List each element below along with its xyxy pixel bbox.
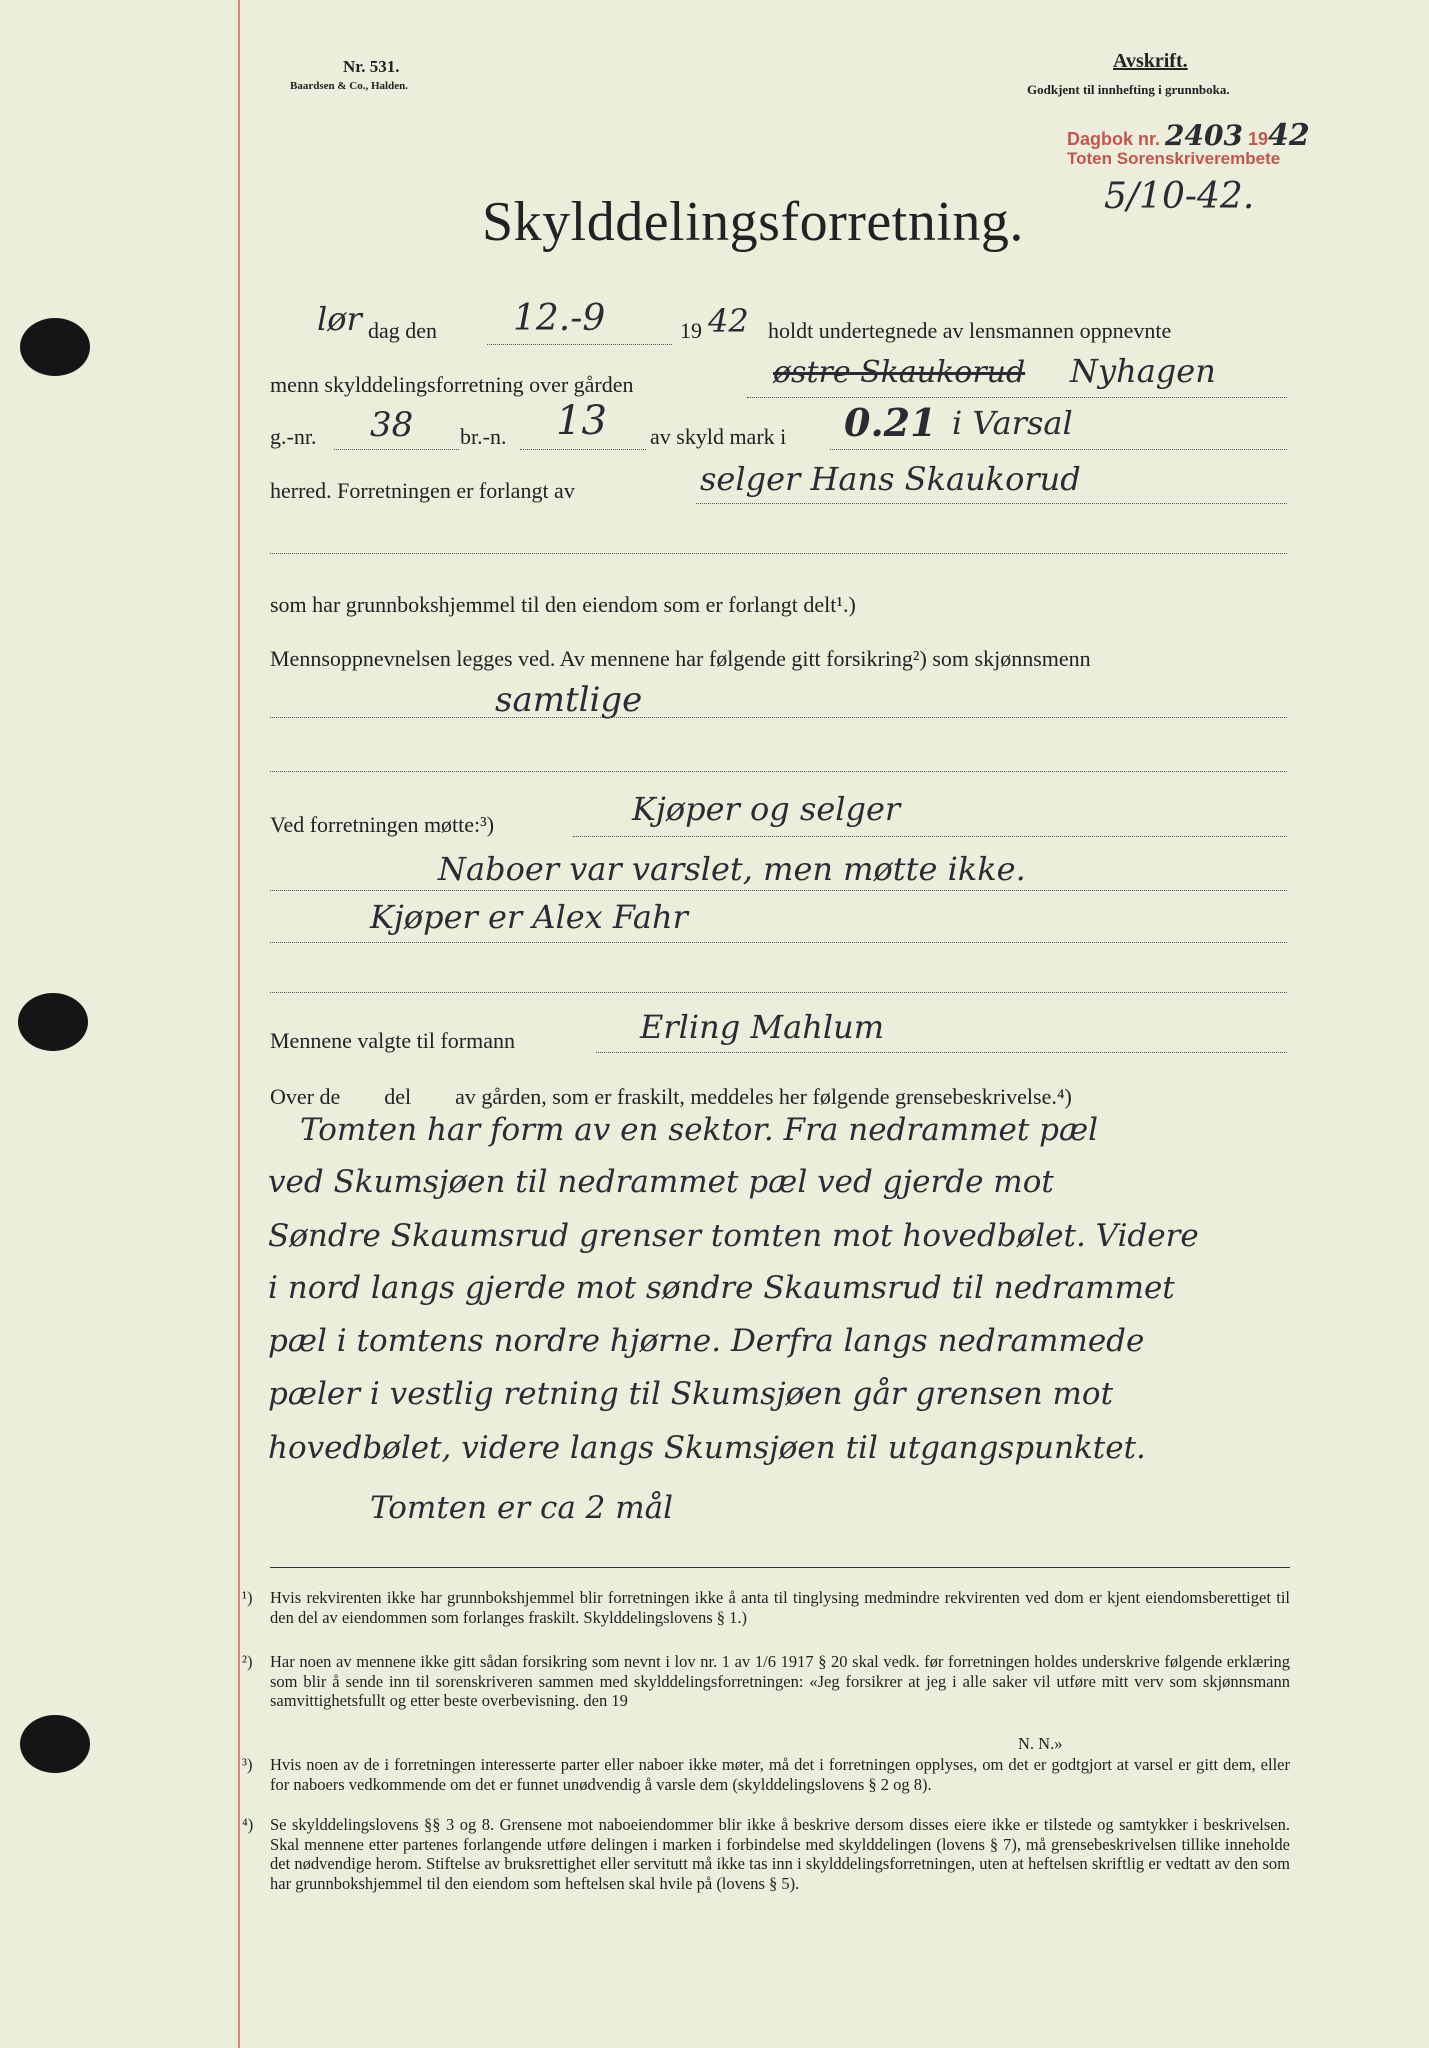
- farm-struck-handwritten: østre Skaukorud: [773, 355, 1026, 390]
- date-dotline: [487, 344, 672, 345]
- dagbok-stamp: [1067, 118, 1310, 153]
- office-stamp: Toten Sorenskriverembete: [1067, 149, 1281, 168]
- gnr-dotline: [334, 449, 459, 450]
- boundary-handwritten-line: i nord langs gjerde mot søndre Skaumsrud til nedrammet: [268, 1270, 1175, 1306]
- mote-handwritten-1: Kjøper og selger: [632, 790, 901, 828]
- footnote-4: [242, 1815, 1290, 1893]
- page-title: Skylddelingsforretning.: [482, 191, 1024, 253]
- requested-dotline: [696, 503, 1287, 504]
- boundary-handwritten-line: ved Skumsjøen til nedrammet pæl ved gjerde mot: [268, 1164, 1054, 1200]
- skyld-handwritten: 0.21: [844, 400, 937, 445]
- requested-handwritten: selger Hans Skaukorud: [700, 460, 1081, 498]
- year-handwritten: 42: [708, 302, 749, 340]
- mote-dotline: [573, 836, 1287, 837]
- blank-dotline: [270, 553, 1287, 554]
- dagbok-year: 42: [1268, 118, 1310, 153]
- footnote-number: ²): [242, 1652, 253, 1671]
- grense-label: Over de del av gården, som er fraskilt, meddeles her følgende grensebeskrivelse.⁴): [270, 1084, 1072, 1109]
- printer-name: Baardsen & Co., Halden.: [290, 80, 408, 92]
- boundary-handwritten-line: pæl i tomtens nordre hjørne. Derfra langs nedrammede: [268, 1323, 1145, 1359]
- punch-hole: [18, 993, 88, 1051]
- footnote-divider: [270, 1567, 1290, 1568]
- dagbok-year-prefix: 19: [1247, 129, 1269, 149]
- footnote-2: [242, 1652, 1290, 1711]
- farm-handwritten: Nyhagen: [1070, 352, 1216, 390]
- punch-hole: [20, 1715, 90, 1773]
- farm-dotline: [747, 397, 1287, 398]
- footnote-text: Har noen av mennene ikke gitt sådan forsikring som nevnt i lov nr. 1 av 1/6 1917 § 20 skal vedk. før forretningen holdes underskrive følgende erklæring som blir å sende inn til sorenskriveren sammen med skylddelingsforretningen: «Jeg forsikrer at jeg i alle saker vil utføre mitt verv som skjønnsmann samvittighetsfullt og etter beste overbevisning. den 19: [270, 1652, 1290, 1710]
- blank-dotline-2: [270, 771, 1287, 772]
- boundary-handwritten-line: Søndre Skaumsrud grenser tomten mot hovedbølet. Videre: [268, 1218, 1199, 1254]
- boundary-handwritten-line: hovedbølet, videre langs Skumsjøen til utgangspunktet.: [268, 1430, 1146, 1466]
- footnote-signature: N. N.»: [1018, 1734, 1063, 1753]
- year-prefix: 19: [680, 318, 702, 343]
- brnr-dotline: [520, 449, 646, 450]
- gnr-label: g.-nr.: [270, 424, 317, 449]
- stamp-date: 5/10-42.: [1104, 176, 1255, 217]
- footnote-number: ⁴): [242, 1815, 254, 1834]
- footnote-text: Hvis rekvirenten ikke har grunnbokshjemmel blir forretningen ikke å anta til tinglysing medmindre rekvirenten ved dom er kjent eiendomsberettiget til den del av eiendommen som forlanges fraskilt. Skylddelingslovens § 1.): [270, 1588, 1290, 1627]
- mote-handwritten-3: Kjøper er Alex Fahr: [370, 898, 688, 936]
- footnote-text: Hvis noen av de i forretningen interesserte parter eller naboer ikke møter, må det i forretningen opplyses, om det er godtgjort at varsel er gitt dem, eller for naboers vedkommende om det er funnet unødvendig å varsle dem (skylddelingslovens § 2 og 8).: [270, 1755, 1290, 1794]
- footnote-number: ³): [242, 1755, 253, 1774]
- mote-dotline-3: [270, 942, 1287, 943]
- punch-hole: [20, 318, 90, 376]
- weekday-handwritten: lør: [317, 300, 362, 338]
- mote-handwritten-2: Naboer var varslet, men møtte ikke.: [438, 850, 1026, 888]
- date-handwritten: 12.-9: [513, 298, 606, 339]
- footnote-3: [242, 1755, 1290, 1794]
- skyld-label: av skyld mark i: [650, 424, 787, 449]
- gnr-handwritten: 38: [370, 405, 414, 445]
- mote-dotline-4: [270, 992, 1287, 993]
- day-label: dag den: [368, 318, 438, 343]
- copy-label: Avskrift.: [1113, 50, 1188, 72]
- boundary-handwritten-line: Tomten er ca 2 mål: [370, 1490, 674, 1526]
- forsikring-handwritten: samtlige: [495, 680, 643, 720]
- boundary-handwritten-line: Tomten har form av en sektor. Fra nedrammet pæl: [300, 1112, 1099, 1148]
- intro-text: holdt undertegnede av lensmannen oppnevnte: [768, 318, 1172, 343]
- formann-label: Mennene valgte til formann: [270, 1028, 515, 1053]
- menn-text: Mennsoppnevnelsen legges ved. Av mennene har følgende gitt forsikring²) som skjønnsmenn: [270, 646, 1091, 671]
- skyld-dotline: [830, 449, 1287, 450]
- form-number: Nr. 531.: [343, 57, 400, 76]
- formann-handwritten: Erling Mahlum: [640, 1008, 885, 1046]
- herred-handwritten: i Varsal: [952, 404, 1073, 442]
- margin-rule: [238, 0, 240, 2048]
- mote-label: Ved forretningen møtte:³): [270, 812, 495, 837]
- brnr-handwritten: 13: [556, 398, 607, 444]
- footnote-number: ¹): [242, 1588, 253, 1607]
- requested-label: herred. Forretningen er forlangt av: [270, 478, 575, 503]
- mote-dotline-2: [270, 890, 1287, 891]
- formann-dotline: [596, 1052, 1287, 1053]
- hjemmel-text: som har grunnbokshjemmel til den eiendom som er forlangt delt¹.): [270, 592, 856, 617]
- dagbok-label: Dagbok nr.: [1067, 129, 1161, 149]
- dagbok-number: 2403: [1165, 119, 1243, 152]
- boundary-handwritten-line: pæler i vestlig retning til Skumsjøen går grensen mot: [268, 1376, 1114, 1412]
- footnote-1: [242, 1588, 1290, 1627]
- farm-label: menn skylddelingsforretning over gården: [270, 372, 634, 397]
- brnr-label: br.-n.: [460, 424, 507, 449]
- footnote-text: Se skylddelingslovens §§ 3 og 8. Grensene mot naboeiendommer blir ikke å beskrive dersom disses eiere ikke er tilstede og samtykker i beskrivelsen. Skal mennene etter partenes forlangende utføre delingen i marken i forbindelse med skylddelingen (lovens § 7), må grensebeskrivelsen tillike inneholde det nødvendige herom. Stiftelse av bruksrettighet eller servitutt må ikke tas inn i skylddelingsforretningen, uten at heftelsen skriftlig er vedtatt av den som har grunnbokshjemmel til den eiendom som heftelsen skal hvile på (lovens § 5).: [270, 1815, 1290, 1893]
- forsikring-dotline: [270, 717, 1287, 718]
- approval-note: Godkjent til innhefting i grunnboka.: [1027, 82, 1230, 97]
